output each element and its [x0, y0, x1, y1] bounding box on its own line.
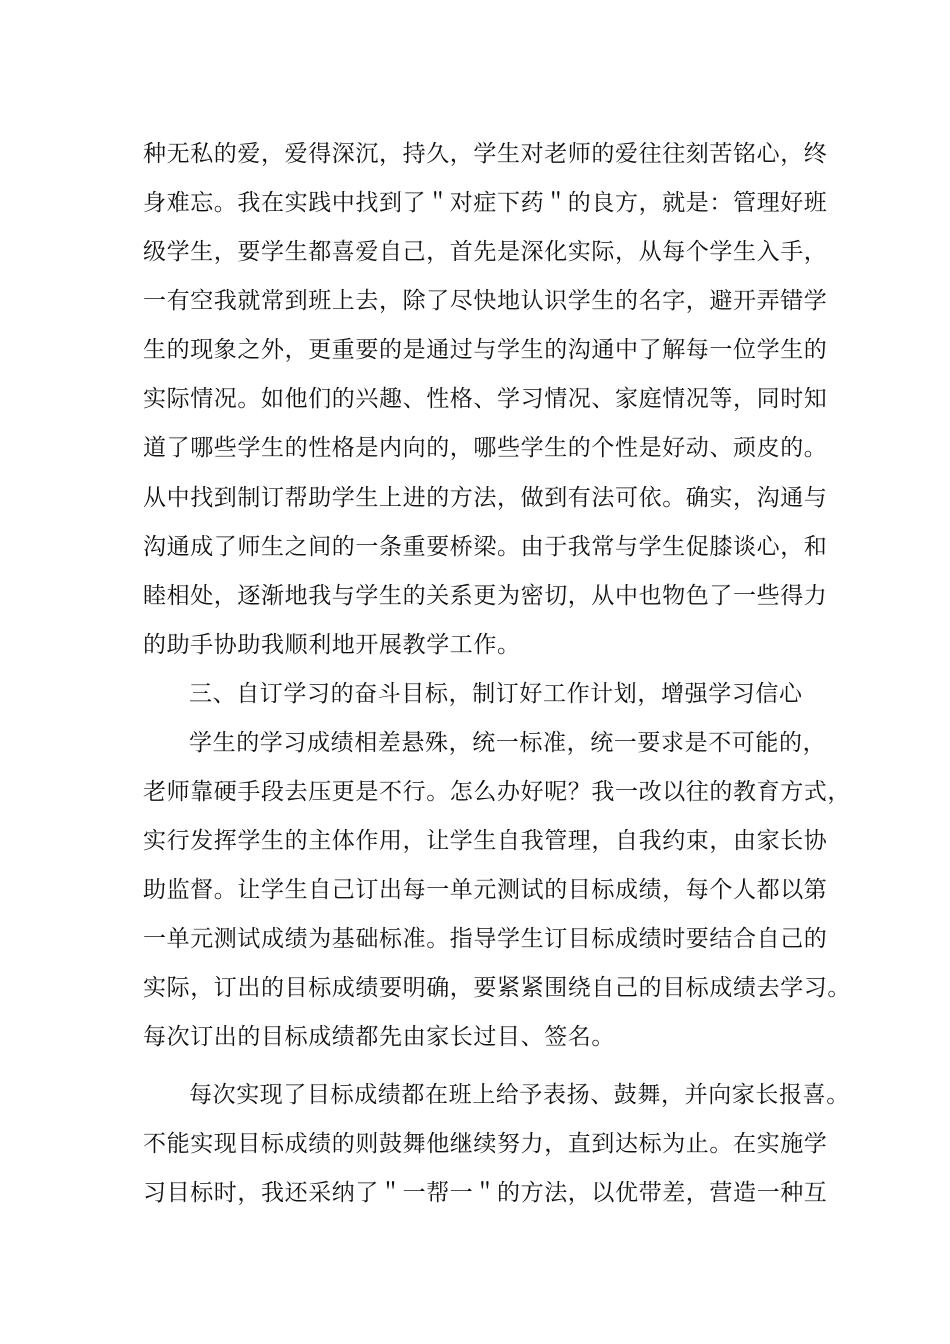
- text-line: 不能实现目标成绩的则鼓舞他继续努力，直到达标为止。在实施学: [143, 1131, 828, 1157]
- paragraph-first-line: 学生的学习成绩相差悬殊，统一标准，统一要求是不可能的，: [189, 730, 827, 756]
- section-heading: 三、自订学习的奋斗目标，制订好工作计划，增强学习信心: [189, 681, 803, 707]
- text-line: 实行发挥学生的主体作用，让学生自我管理，自我约束，由家长协: [143, 828, 828, 854]
- text-line: 习目标时，我还采纳了＂一帮一＂的方法，以优带差，营造一种互: [143, 1180, 828, 1206]
- text-line: 每次订出的目标成绩都先由家长过目、签名。: [143, 1024, 615, 1050]
- text-line: 身难忘。我在实践中找到了＂对症下药＂的良方，就是：管理好班: [143, 190, 828, 216]
- text-line: 老师靠硬手段去压更是不行。怎么办好呢？我一改以往的教育方式，: [143, 779, 851, 805]
- text-line: 一单元测试成绩为基础标准。指导学生订目标成绩时要结合自己的: [143, 926, 828, 952]
- text-line: 一有空我就常到班上去，除了尽快地认识学生的名字，避开弄错学: [143, 288, 828, 314]
- text-line: 从中找到制订帮助学生上进的方法，做到有法可依。确实，沟通与: [143, 485, 828, 511]
- text-line: 沟通成了师生之间的一条重要桥梁。由于我常与学生促膝谈心，和: [143, 534, 828, 560]
- text-line: 睦相处，逐渐地我与学生的关系更为密切，从中也物色了一些得力: [143, 583, 828, 609]
- paragraph-first-line: 每次实现了目标成绩都在班上给予表扬、鼓舞，并向家长报喜。: [189, 1082, 850, 1108]
- text-line: 的助手协助我顺利地开展教学工作。: [143, 632, 521, 658]
- text-line: 实际，订出的目标成绩要明确，要紧紧围绕自己的目标成绩去学习。: [143, 975, 851, 1001]
- text-line: 生的现象之外，更重要的是通过与学生的沟通中了解每一位学生的: [143, 337, 828, 363]
- text-line: 级学生，要学生都喜爱自己，首先是深化实际，从每个学生入手，: [143, 239, 828, 265]
- text-line: 实际情况。如他们的兴趣、性格、学习情况、家庭情况等，同时知: [143, 386, 828, 412]
- text-line: 助监督。让学生自己订出每一单元测试的目标成绩，每个人都以第: [143, 877, 828, 903]
- text-line: 道了哪些学生的性格是内向的，哪些学生的个性是好动、顽皮的。: [143, 435, 828, 461]
- text-line: 种无私的爱，爱得深沉，持久，学生对老师的爱往往刻苦铭心，终: [143, 141, 828, 167]
